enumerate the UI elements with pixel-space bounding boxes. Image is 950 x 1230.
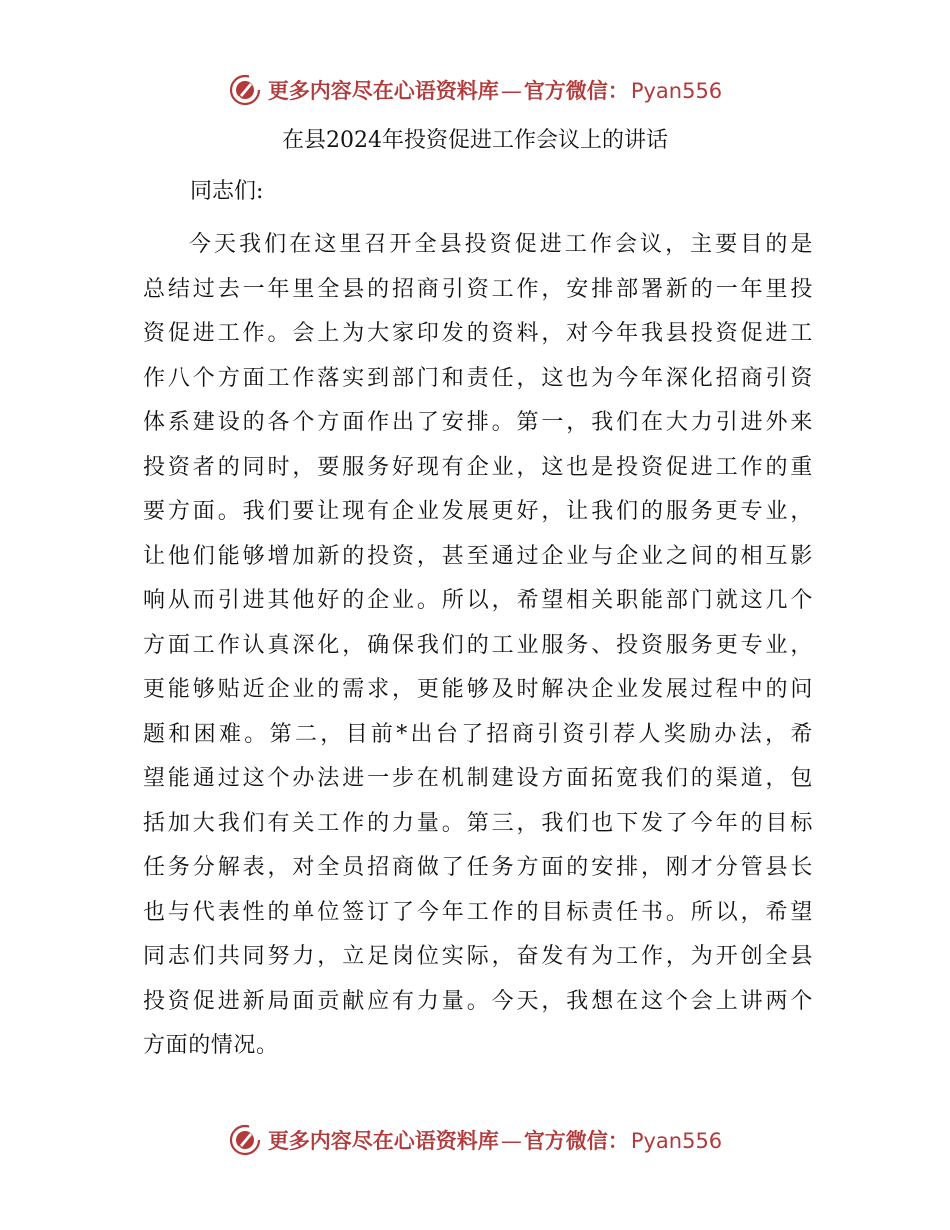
body-line: 体系建设的各个方面作出了安排。第一，我们在大力引进外来 [143,410,813,435]
watermark-contact-id: Pyan556 [630,79,723,103]
body-line: 更能够贴近企业的需求，更能够及时解决企业发展过程中的问 [143,677,813,702]
body-line: 任务分解表，对全员招商做了任务方面的安排，刚才分管县长 [143,855,813,880]
salutation: 同志们: [190,179,264,204]
body-line: 今天我们在这里召开全县投资促进工作会议，主要目的是 [189,232,813,257]
body-paragraph [143,223,813,1069]
body-line: 投资者的同时，要服务好现有企业，这也是投资促进工作的重 [143,454,813,480]
body-line: 方面的情况。 [143,1033,279,1058]
body-line: 让他们能够增加新的投资，甚至通过企业与企业之间的相互影 [143,543,813,569]
body-line: 括加大我们有关工作的力量。第三，我们也下发了今年的目标 [143,810,813,836]
body-line: 题和困难。第二，目前*出台了招商引资引荐人奖励办法，希 [143,721,813,747]
body-line: 响从而引进其他好的企业。所以，希望相关职能部门就这几个 [143,588,813,613]
watermark-brand: 更多内容尽在心语资料库 [267,79,499,103]
watermark-footer [0,1120,950,1160]
body-line: 望能通过这个办法进一步在机制建设方面拓宽我们的渠道，包 [143,766,813,791]
watermark-contact-label: 官方微信： [523,79,629,103]
watermark-contact-id: Pyan556 [630,1129,723,1153]
body-line: 同志们共同努力，立足岗位实际，奋发有为工作，为开创全县 [143,944,813,969]
watermark-text [268,1125,722,1155]
watermark-header [0,70,950,110]
body-line: 资促进工作。会上为大家印发的资料，对今年我县投资促进工 [143,321,813,346]
body-line: 总结过去一年里全县的招商引资工作，安排部署新的一年里投 [143,276,813,302]
watermark-text [268,75,722,105]
body-line: 要方面。我们要让现有企业发展更好，让我们的服务更专业， [143,499,813,524]
watermark-contact-label: 官方微信： [523,1129,629,1153]
document-title: 在县2024年投资促进工作会议上的讲话 [282,128,668,153]
body-line: 也与代表性的单位签订了今年工作的目标责任书。所以，希望 [143,899,813,925]
body-line: 方面工作认真深化，确保我们的工业服务、投资服务更专业， [143,632,813,658]
pen-seal-icon [228,73,262,107]
body-line: 作八个方面工作落实到部门和责任，这也为今年深化招商引资 [143,365,813,391]
watermark-separator: — [500,79,522,103]
body-line: 投资促进新局面贡献应有力量。今天，我想在这个会上讲两个 [143,988,813,1014]
pen-seal-icon [228,1123,262,1157]
watermark-brand: 更多内容尽在心语资料库 [267,1129,499,1153]
watermark-separator: — [500,1129,522,1153]
